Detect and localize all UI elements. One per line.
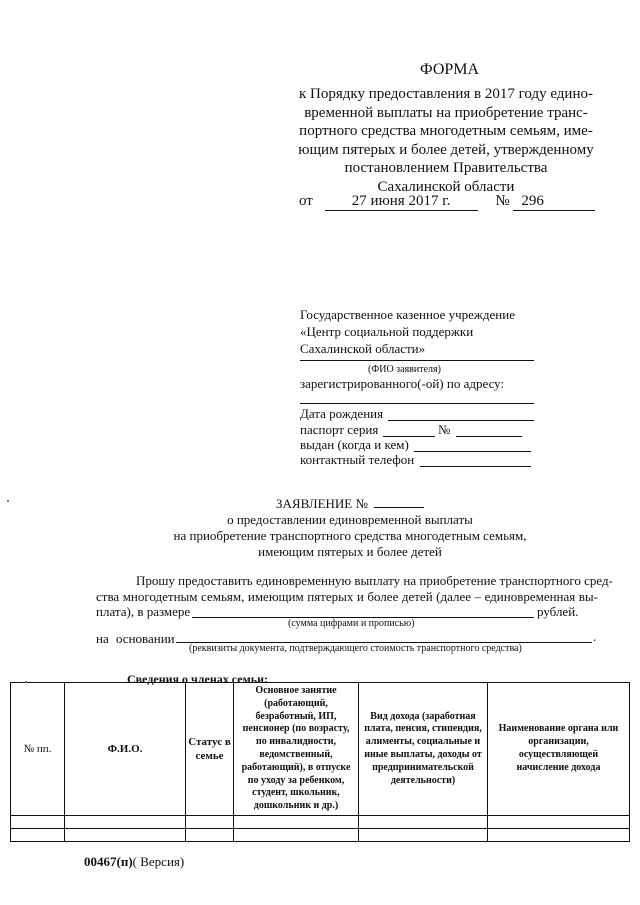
birth-date-label: Дата рождения: [300, 406, 384, 421]
column-header-fio: Ф.И.О.: [65, 683, 186, 816]
column-header-number: № пп.: [11, 683, 65, 816]
form-header-text: [286, 85, 606, 196]
body-line-2: ства многодетным семьям, имеющим пятерых и более детей (далее – единовременная вы-: [96, 589, 598, 604]
scan-speck: [7, 500, 9, 502]
resolution-number: 296: [513, 193, 595, 211]
table-cell[interactable]: [186, 816, 234, 829]
table-cell[interactable]: [488, 816, 630, 829]
passport-series-label: паспорт серия: [300, 422, 379, 437]
application-title-text: ЗАЯВЛЕНИЕ №: [276, 496, 368, 511]
table-cell[interactable]: [234, 829, 359, 842]
passport-issued-field[interactable]: [414, 451, 531, 452]
phone-field[interactable]: [420, 466, 531, 467]
table-cell[interactable]: [359, 816, 488, 829]
amount-caption: (сумма цифрами и прописью): [288, 618, 415, 629]
form-title: ФОРМА: [420, 61, 480, 78]
column-header-occupation: Основное занятие (работающий, безработный, ИП, пенсионер (по возрасту, по инвалидности, ведомственный, работающий), в отпуске по уходу за ребенком, студент, школьник, дошкольник и др.): [234, 683, 359, 816]
table-row: [11, 829, 630, 842]
document-code: 00467(п): [84, 854, 133, 869]
column-header-income-org: Наименование органа или организации, осуществляющей начисление дохода: [488, 683, 630, 816]
application-number-field[interactable]: [374, 507, 424, 508]
application-subtitle-line: на приобретение транспортного средства многодетным семьям,: [173, 528, 527, 543]
members-section-title: Сведения о членах семьи:: [127, 672, 268, 686]
form-header-line: Сахалинской области: [377, 178, 515, 195]
column-header-status: Статус в семье: [186, 683, 234, 816]
form-header-line: ющим пятерых и более детей, утвержденному: [298, 141, 594, 158]
date-prefix: от: [299, 193, 313, 209]
form-header-line: временной выплаты на приобретение транс-: [304, 104, 588, 121]
table-cell[interactable]: [234, 816, 359, 829]
registered-address-label: зарегистрированного(-ой) по адресу:: [300, 376, 505, 391]
document-footer: [84, 854, 184, 870]
passport-number-field[interactable]: [456, 436, 522, 437]
basis-label: на основании: [96, 631, 175, 646]
resolution-date: 27 июня 2017 г.: [325, 193, 478, 211]
passport-number-label: №: [438, 422, 451, 437]
body-line-3-suffix: рублей.: [537, 604, 579, 619]
table-cell[interactable]: [11, 829, 65, 842]
application-subtitle-line: имеющим пятерых и более детей: [258, 544, 442, 559]
addressee-line: «Центр социальной поддержки: [300, 324, 474, 339]
fio-caption: (ФИО заявителя): [368, 364, 441, 375]
resolution-date-row: [299, 193, 595, 211]
application-title: [276, 496, 424, 512]
birth-date-field[interactable]: [388, 420, 534, 421]
table-cell[interactable]: [488, 829, 630, 842]
scan-speck: [25, 681, 27, 683]
addressee-line: Сахалинской области»: [300, 341, 426, 356]
application-subtitle-line: о предоставлении единовременной выплаты: [227, 512, 473, 527]
form-header-line: портного средства многодетным семьям, име-: [299, 123, 593, 139]
table-cell[interactable]: [186, 829, 234, 842]
members-table: [10, 682, 630, 842]
document-version: ( Версия): [132, 854, 185, 869]
table-cell[interactable]: [11, 816, 65, 829]
basis-caption: (реквизиты документа, подтверждающего стоимость транспортного средства): [189, 643, 522, 654]
addressee-block: [300, 306, 515, 357]
form-header-line: к Порядку предоставления в 2017 году едино-: [299, 86, 593, 102]
basis-period: .: [593, 629, 597, 644]
phone-label: контактный телефон: [300, 452, 415, 467]
number-prefix: №: [495, 193, 510, 209]
body-line-1: Прошу предоставить единовременную выплату на приобретение транспортного сред-: [136, 573, 613, 588]
table-header-row: [11, 683, 630, 816]
table-row: [11, 816, 630, 829]
body-line-3-prefix: плата), в размере: [96, 604, 191, 619]
application-subtitle: [150, 512, 550, 560]
form-header-line: постановлением Правительства: [344, 160, 548, 176]
fio-field-line[interactable]: [300, 360, 534, 361]
table-cell[interactable]: [359, 829, 488, 842]
address-field-line[interactable]: [300, 403, 534, 404]
passport-issued-label: выдан (когда и кем): [300, 437, 409, 452]
table-cell[interactable]: [65, 829, 186, 842]
addressee-line: Государственное казенное учреждение: [300, 307, 515, 322]
table-cell[interactable]: [65, 816, 186, 829]
column-header-income-type: Вид дохода (заработная плата, пенсия, стипендия, алименты, социальные и иные выплаты, доходы от предпринимательской деятельности): [359, 683, 488, 816]
